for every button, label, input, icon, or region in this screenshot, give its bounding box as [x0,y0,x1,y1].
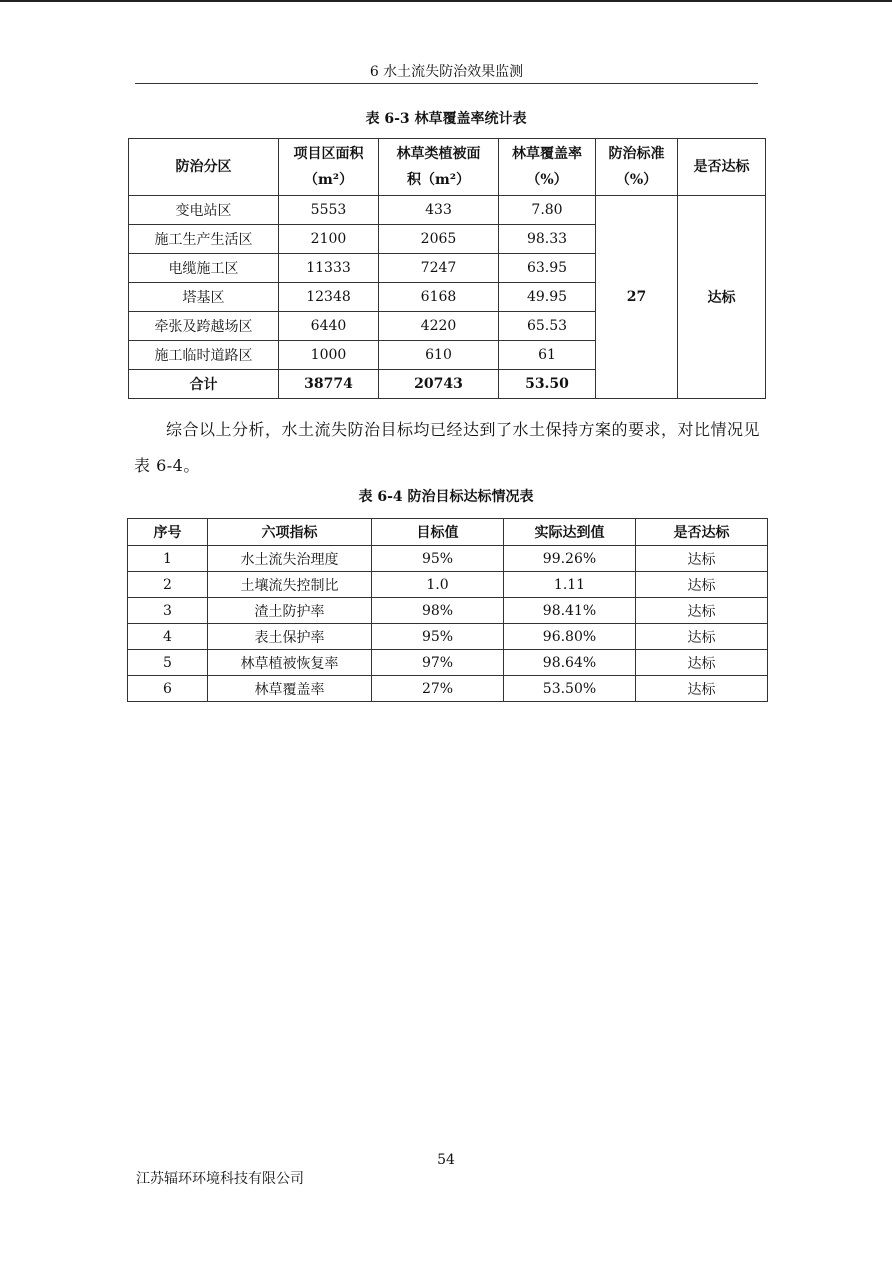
table-row [128,624,768,650]
cell-area: 5553 [279,196,379,225]
running-header: 6 水土流失防治效果监测 [135,63,758,84]
cell-area: 2100 [279,225,379,254]
cell-target: 98% [372,598,504,624]
cell-indicator: 土壤流失控制比 [208,572,372,598]
cell-zone: 电缆施工区 [129,254,279,283]
table-row [128,546,768,572]
cell-no: 3 [128,598,208,624]
col-header-met: 是否达标 [636,519,768,546]
col-header-vegetation-area: 林草类植被面 积（m²） [379,139,499,196]
col-header-coverage-rate: 林草覆盖率 （%） [499,139,596,196]
cell-total-coverage-rate: 53.50 [499,370,596,399]
col-header-met: 是否达标 [678,139,766,196]
cell-vegetation-area: 7247 [379,254,499,283]
target-compliance-table [127,518,768,702]
cell-met: 达标 [636,676,768,702]
table-row [128,650,768,676]
cell-coverage-rate: 49.95 [499,283,596,312]
cell-indicator: 渣土防护率 [208,598,372,624]
cell-met: 达标 [636,546,768,572]
cell-zone: 施工生产生活区 [129,225,279,254]
cell-actual: 96.80% [504,624,636,650]
cell-actual: 98.64% [504,650,636,676]
cell-no: 1 [128,546,208,572]
cell-area: 12348 [279,283,379,312]
cell-area: 1000 [279,341,379,370]
table-row [128,598,768,624]
cell-indicator: 林草覆盖率 [208,676,372,702]
cell-actual: 98.41% [504,598,636,624]
cell-coverage-rate: 7.80 [499,196,596,225]
col-header-target: 目标值 [372,519,504,546]
cell-no: 5 [128,650,208,676]
col-header-actual: 实际达到值 [504,519,636,546]
cell-area: 6440 [279,312,379,341]
cell-total-vegetation-area: 20743 [379,370,499,399]
table-row [129,196,766,225]
cell-vegetation-area: 2065 [379,225,499,254]
cell-area: 11333 [279,254,379,283]
cell-total-area: 38774 [279,370,379,399]
col-header-standard: 防治标准 （%） [596,139,678,196]
col-header-indicator: 六项指标 [208,519,372,546]
analysis-paragraph: 综合以上分析，水土流失防治目标均已经达到了水土保持方案的要求，对比情况见表 6-4。 [134,420,761,475]
cell-no: 4 [128,624,208,650]
cell-standard: 27 [596,196,678,399]
cell-vegetation-area: 433 [379,196,499,225]
cell-actual: 53.50% [504,676,636,702]
cell-met: 达标 [636,624,768,650]
cell-met: 达标 [678,196,766,399]
cell-vegetation-area: 610 [379,341,499,370]
cell-target: 95% [372,546,504,572]
table-header-row [128,519,768,546]
cell-target: 97% [372,650,504,676]
cell-target: 95% [372,624,504,650]
top-border-line [0,0,892,2]
cell-zone: 牵张及跨越场区 [129,312,279,341]
cell-met: 达标 [636,572,768,598]
cell-zone: 变电站区 [129,196,279,225]
cell-coverage-rate: 63.95 [499,254,596,283]
cell-vegetation-area: 6168 [379,283,499,312]
table-6-4-caption: 表 6-4 防治目标达标情况表 [358,489,534,505]
cell-coverage-rate: 65.53 [499,312,596,341]
table-6-3-caption: 表 6-3 林草覆盖率统计表 [365,111,527,127]
table-row [128,676,768,702]
col-header-zone: 防治分区 [129,139,279,196]
cell-met: 达标 [636,650,768,676]
cell-actual: 99.26% [504,546,636,572]
cell-indicator: 表土保护率 [208,624,372,650]
cell-target: 1.0 [372,572,504,598]
cell-met: 达标 [636,598,768,624]
cell-indicator: 水土流失治理度 [208,546,372,572]
cell-actual: 1.11 [504,572,636,598]
cell-total-label: 合计 [129,370,279,399]
table-row [128,572,768,598]
cell-indicator: 林草植被恢复率 [208,650,372,676]
col-header-no: 序号 [128,519,208,546]
cell-coverage-rate: 98.33 [499,225,596,254]
col-header-area: 项目区面积 （m²） [279,139,379,196]
cell-zone: 塔基区 [129,283,279,312]
cell-no: 6 [128,676,208,702]
footer-company: 江苏辐环环境科技有限公司 [136,1171,304,1187]
cell-vegetation-area: 4220 [379,312,499,341]
cell-no: 2 [128,572,208,598]
cell-zone: 施工临时道路区 [129,341,279,370]
table-header-row [129,139,766,196]
cell-coverage-rate: 61 [499,341,596,370]
cell-target: 27% [372,676,504,702]
forest-grass-coverage-table [128,138,766,399]
page-number: 54 [437,1152,455,1168]
